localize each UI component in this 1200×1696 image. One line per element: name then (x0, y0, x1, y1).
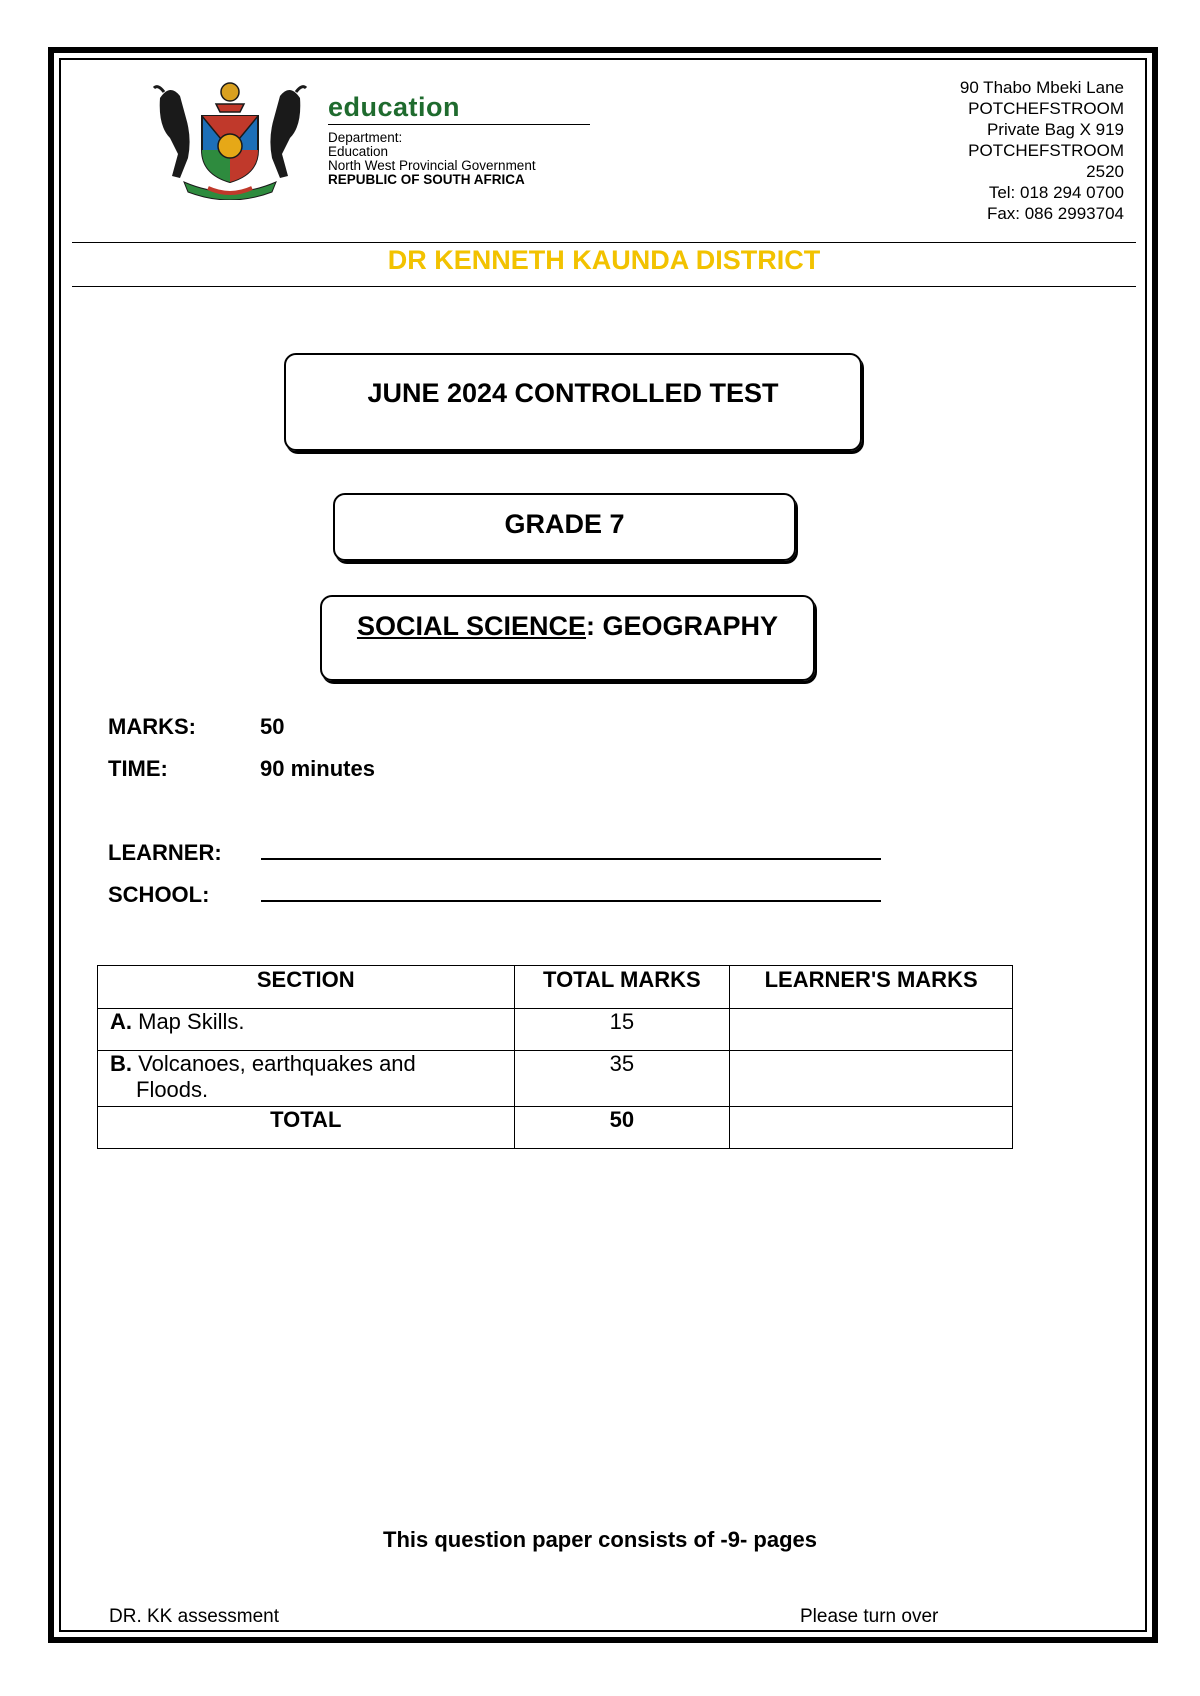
section-letter: A. (110, 1009, 132, 1034)
learner-name-blank[interactable] (261, 858, 881, 860)
address-line: POTCHEFSTROOM (968, 141, 1124, 160)
school-name-blank[interactable] (261, 900, 881, 902)
subject-sub: : GEOGRAPHY (586, 611, 779, 641)
marks-row (108, 714, 285, 740)
header-learner-marks: LEARNER'S MARKS (730, 966, 1013, 1009)
school-row (108, 882, 209, 908)
page-count-note: This question paper consists of -9- pages (383, 1527, 817, 1552)
section-letter: B. (110, 1051, 132, 1076)
address-line: 2520 (1086, 162, 1124, 181)
address-line: Private Bag X 919 (986, 120, 1124, 139)
header-total-marks: TOTAL MARKS (514, 966, 730, 1009)
department-logo (328, 92, 590, 187)
learner-marks-cell[interactable] (730, 1009, 1013, 1051)
learner-marks-cell[interactable] (730, 1051, 1013, 1107)
total-marks-cell: 15 (514, 1009, 730, 1051)
section-text: Map Skills. (138, 1009, 245, 1034)
grade-box (333, 493, 796, 561)
test-title-box (284, 353, 862, 451)
time-row (108, 756, 375, 782)
marks-value: 50 (260, 714, 285, 739)
district-title: DR KENNETH KAUNDA DISTRICT (387, 245, 821, 275)
section-cell (98, 1051, 515, 1107)
learner-row (108, 840, 222, 866)
address-block (960, 77, 1124, 224)
time-label: TIME: (108, 756, 168, 781)
table-row (98, 1051, 1013, 1107)
address-line: Fax: 086 2993704 (986, 204, 1124, 223)
logo-line: North West Provincial Government (328, 158, 536, 173)
learner-label: LEARNER: (108, 840, 222, 865)
logo-wordmark: education (328, 92, 590, 125)
header-divider (72, 286, 1136, 287)
coat-of-arms-icon (150, 78, 310, 200)
school-label: SCHOOL: (108, 882, 210, 907)
section-cell (98, 1009, 515, 1051)
address-line: Tel: 018 294 0700 (988, 183, 1124, 202)
time-value: 90 minutes (260, 756, 375, 781)
section-text: Volcanoes, earthquakes and (138, 1051, 416, 1076)
learner-total-cell[interactable] (730, 1107, 1013, 1149)
table-header-row (98, 966, 1013, 1009)
subject-main: SOCIAL SCIENCE (356, 611, 586, 641)
marks-label: MARKS: (108, 714, 196, 739)
header-section: SECTION (98, 966, 515, 1009)
footer-right: Please turn over (800, 1606, 939, 1627)
section-text-cont: Floods. (136, 1077, 209, 1102)
page-border-inner (59, 58, 1147, 1632)
logo-line: Department: (328, 130, 403, 145)
table-total-row (98, 1107, 1013, 1149)
total-label-cell: TOTAL (98, 1107, 515, 1149)
logo-line: Education (328, 144, 389, 159)
address-line: 90 Thabo Mbeki Lane (959, 78, 1124, 97)
test-title: JUNE 2024 CONTROLLED TEST (367, 378, 779, 408)
subject-box (320, 595, 815, 681)
footer-left: DR. KK assessment (109, 1606, 279, 1627)
address-line: POTCHEFSTROOM (968, 99, 1124, 118)
total-marks-cell: 35 (514, 1051, 730, 1107)
total-value-cell: 50 (514, 1107, 730, 1149)
marks-table (97, 965, 1013, 1149)
logo-line: REPUBLIC OF SOUTH AFRICA (328, 172, 525, 187)
table-row (98, 1009, 1013, 1051)
header-divider (72, 242, 1136, 243)
grade-label: GRADE 7 (504, 509, 625, 539)
